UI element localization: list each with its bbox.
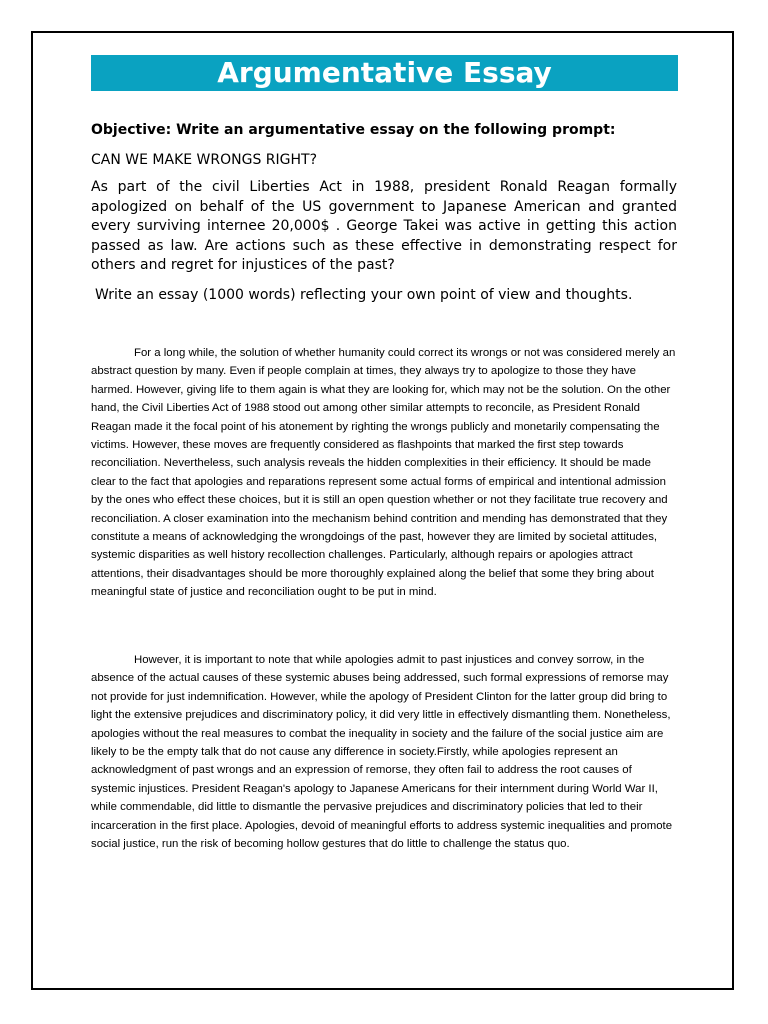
instruction-line: Write an essay (1000 words) reflecting your own point of view and thoughts.: [95, 287, 633, 303]
objective-line: Objective: Write an argumentative essay on the following prompt:: [91, 122, 616, 138]
document-title: Argumentative Essay: [91, 55, 678, 91]
prompt-paragraph: As part of the civil Liberties Act in 1988, president Ronald Reagan formally apologized on behalf of the US government to Japanese American and granted every surviving internee 20,000$ . George Takei was active in getting this action passed as law. Are actions such as these effective in demonstrating respect for others and regret for injustices of the past?: [91, 179, 677, 273]
essay-paragraph-2: However, it is important to note that while apologies admit to past injustices and convey sorrow, in the absence of the actual causes of these systemic abuses being addressed, such formal expressions of remorse may not provide for just indemnification. However, while the apology of President Clinton for the latter group did bring to light the extensive prejudices and discriminatory policy, it did very little in effectively dismantling them. Nonetheless, apologies without the real measures to combat the inequality in society and the failure of the social justice aim are likely to be the empty talk that do not cause any difference in society.Firstly, while apologies represent an acknowledgment of past wrongs and an expression of remorse, they often fail to address the root causes of systemic injustices. President Reagan's apology to Japanese Americans for their internment during World War II, while commendable, did little to dismantle the pervasive prejudices and discriminatory policies that led to their incarceration in the first place. Apologies, devoid of meaningful efforts to address systemic inequalities and promote social justice, run the risk of becoming hollow gestures that do little to challenge the status quo.: [91, 654, 673, 851]
prompt-question: CAN WE MAKE WRONGS RIGHT?: [91, 152, 318, 168]
essay-paragraph-1: For a long while, the solution of whether humanity could correct its wrongs or not was considered merely an abstract question by many. Even if people complain at times, they always try to apologize to those they have harmed. However, giving life to them again is what they are looking for, which may not be the solution. On the other hand, the Civil Liberties Act of 1988 stood out among other similar attempts to reconcile, as President Ronald Reagan made it the focal point of his atonement by righting the wrongs publicly and monetarily compensating the victims. However, these moves are frequently considered as flashpoints that marked the first step towards reconciliation. Nevertheless, such analysis reveals the hidden complexities in their efficiency. It should be made clear to the fact that apologies and reparations represent some actual forms of empirical and intentional admission by the ones who effect these choices, but it is still an open question whether or not they facilitate true recovery and reconciliation. A closer examination into the mechanism behind contrition and mending has demonstrated that they constitute a means of acknowledging the wrongdoings of the past, however they are limited by societal attitudes, systemic disparities as well history recollection challenges. Particularly, although repairs or apologies attract attentions, their disadvantages should be more thoroughly explained along the belief that some they bring about meaningful state of justice and reconciliation ought to be put in mind.: [91, 347, 676, 599]
